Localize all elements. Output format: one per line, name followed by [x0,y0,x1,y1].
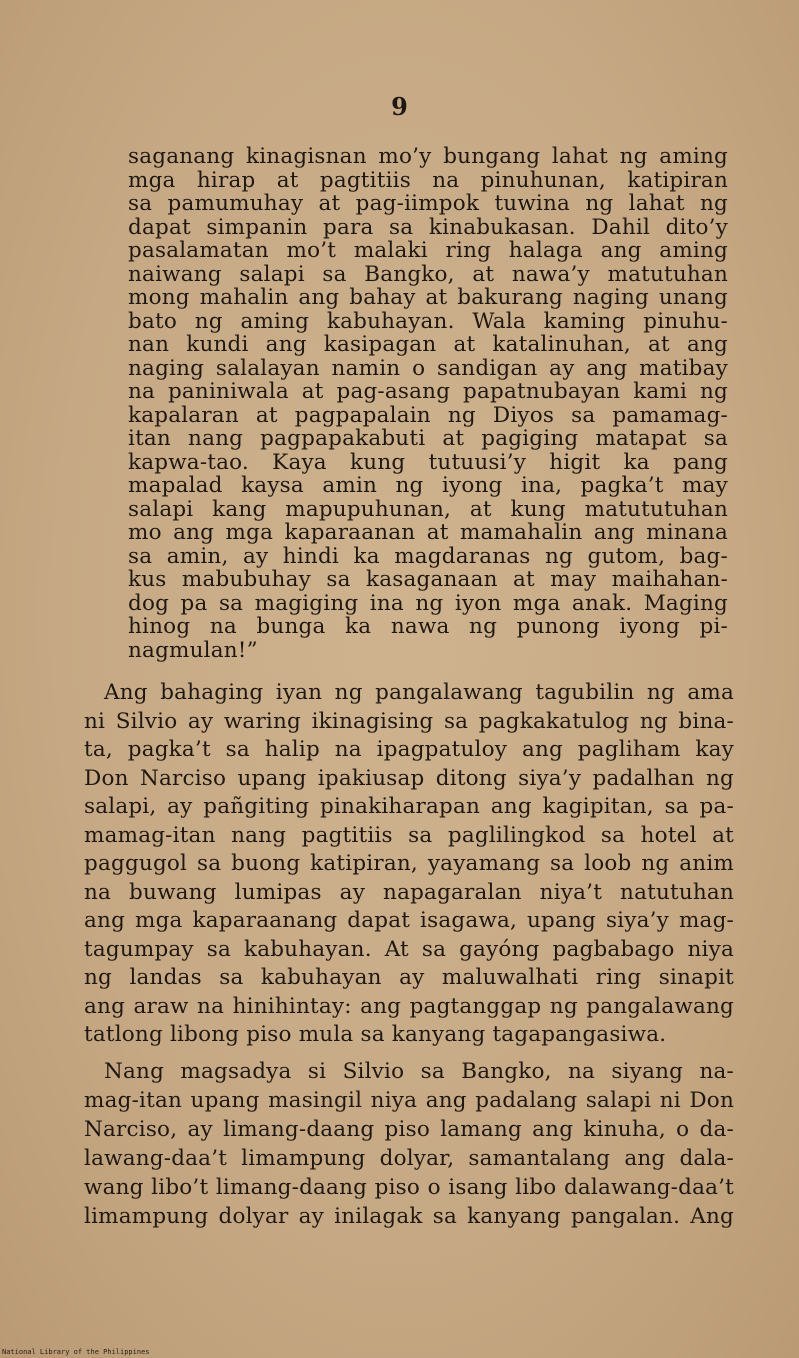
text-line: pasalamatan mo’t malaki ring halaga ang aming [128,238,728,263]
text-line: sa amin, ay hindi ka magdaranas ng gutom, bag- [128,543,728,569]
text-line: wang libo’t limang-daang piso o isang libo dalawang-daa’t [84,1175,734,1200]
text-line: mong mahalin ang bahay at bakurang naging unang [128,285,728,310]
library-watermark: National Library of the Philippines [2,1348,150,1356]
text-line: ng landas sa kabuhayan ay maluwalhati ring sinapit [84,965,734,990]
text-line: nagmulan!” [128,637,258,663]
text-line: saganang kinagisnan mo’y bungang lahat ng aming [128,144,728,169]
text-line: mga hirap at pagtitiis na pinuhunan, katipiran [128,167,728,193]
text-line: mag-itan upang masingil niya ang padalang salapi ni Don [84,1088,734,1113]
text-line: Don Narciso upang ipakiusap ditong siya’y padalhan ng [84,765,734,791]
text-line: kus mabubuhay sa kasaganaan at may maihahan- [128,567,728,592]
page-number: 9 [391,92,408,121]
text-line: itan nang pagpapakabuti at pagiging matapat sa [128,426,728,451]
text-line: bato ng aming kabuhayan. Wala kaming pinuhu- [128,308,728,334]
text-line: limampung dolyar ay inilagak sa kanyang pangalan. Ang [84,1204,734,1229]
text-line: kapalaran at pagpapalain ng Diyos sa pamamag- [128,402,728,428]
text-line: paggugol sa buong katipiran, yayamang sa loob ng anim [84,851,734,876]
text-line: nan kundi ang kasipagan at katalinuhan, at ang [128,332,728,357]
text-line: ta, pagka’t sa halip na ipagpatuloy ang pagliham kay [84,737,734,762]
text-line: ni Silvio ay waring ikinagising sa pagkakatulog ng bina- [84,708,734,734]
text-line: dog pa sa magiging ina ng iyon mga anak. Maging [128,590,728,616]
text-line: tagumpay sa kabuhayan. At sa gayóng pagbabago niya [84,936,734,962]
text-line: ang araw na hinihintay: ang pagtanggap ng pangalawang [84,993,734,1019]
text-line: na paniniwala at pag-asang papatnubayan kami ng [128,379,728,404]
text-line: naging salalayan namin o sandigan ay ang matibay [128,355,728,381]
text-line: mo ang mga kaparaanan at mamahalin ang minana [128,520,728,545]
text-line: lawang-daa’t limampung dolyar, samantalang ang dala- [84,1146,734,1171]
text-line: naiwang salapi sa Bangko, at nawa’y matutuhan [128,261,728,287]
text-line: salapi, ay pañgiting pinakiharapan ang kagipitan, sa pa- [84,794,734,819]
text-line: sa pamumuhay at pag-iimpok tuwina ng lahat ng [128,191,728,216]
text-line: dapat simpanin para sa kinabukasan. Dahil dito’y [128,214,728,240]
text-line: salapi kang mapupuhunan, at kung matututuhan [128,496,728,522]
text-line: tatlong libong piso mula sa kanyang tagapangasiwa. [84,1022,667,1047]
text-line: Nang magsadya si Silvio sa Bangko, na siyang na- [104,1059,734,1084]
text-line: Ang bahaging iyan ng pangalawang tagubilin ng ama [104,680,734,705]
text-line: mamag-itan nang pagtitiis sa paglilingkod sa hotel at [84,822,734,848]
text-line: hinog na bunga ka nawa ng punong iyong pi- [128,614,728,639]
text-line: mapalad kaysa amin ng iyong ina, pagka’t may [128,473,728,498]
text-line: ang mga kaparaanang dapat isagawa, upang siya’y mag- [84,908,734,933]
text-line: Narciso, ay limang-daang piso lamang ang kinuha, o da- [84,1117,734,1142]
text-line: kapwa-tao. Kaya kung tutuusi’y higit ka pang [128,449,728,475]
text-line: na buwang lumipas ay napagaralan niya’t natutuhan [84,879,734,905]
